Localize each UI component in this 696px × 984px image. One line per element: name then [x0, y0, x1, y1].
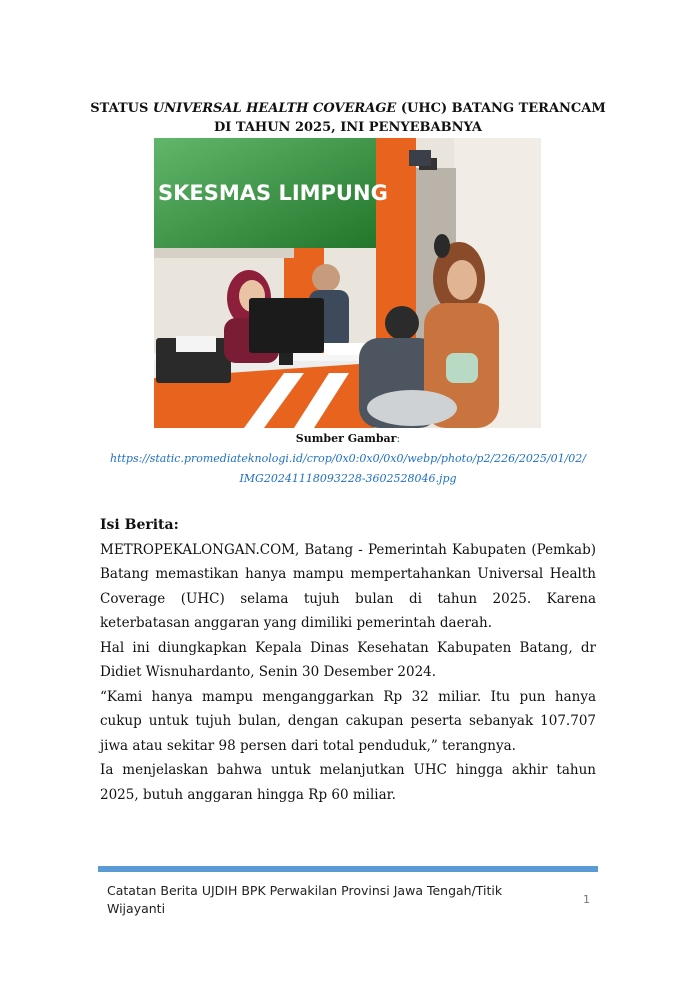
article-body — [100, 513, 596, 807]
caption-url-line-2[interactable]: IMG20241118093228-3602528046.jpg — [239, 472, 457, 485]
footer-divider — [98, 866, 598, 872]
caption-url-line-1[interactable]: https://static.promediateknologi.id/crop/0x0:0x0/0x0/webp/photo/p2/226/2025/01/02/ — [110, 452, 586, 465]
page-number: 1 — [583, 893, 590, 906]
body-heading: Isi Berita: — [100, 517, 179, 533]
image-caption — [100, 429, 596, 489]
paragraph-1: METROPEKALONGAN.COM, Batang - Pemerintah Kabupaten (Pemkab) Batang memastikan hanya mampu mempertahankan Universal Health Coverage (UHC) selama tujuh bulan di tahun 2025. Karena keterbatasan anggaran yang dimiliki pemerintah daerah. — [100, 541, 596, 631]
title-part-1: STATUS — [90, 101, 153, 116]
article-title — [90, 99, 606, 137]
title-italic: UNIVERSAL HEALTH COVERAGE — [152, 101, 397, 116]
title-part-2: (UHC) BATANG TERANCAM DI TAHUN 2025, INI PENYEBABNYA — [214, 101, 606, 135]
paragraph-2: Hal ini diungkapkan Kepala Dinas Kesehatan Kabupaten Batang, dr Didiet Wisnuhardanto, Senin 30 Desember 2024. — [100, 639, 596, 680]
footer-text: Catatan Berita UJDIH BPK Perwakilan Provinsi Jawa Tengah/Titik Wijayanti — [107, 883, 503, 916]
paragraph-4: Ia menjelaskan bahwa untuk melanjutkan UHC hingga akhir tahun 2025, butuh anggaran hingga Rp 60 miliar. — [100, 762, 596, 803]
caption-label: Sumber Gambar — [295, 432, 397, 445]
article-photo — [154, 138, 541, 428]
sign-text: SKESMAS LIMPUNG — [158, 181, 388, 205]
paragraph-3: “Kami hanya mampu menganggarkan Rp 32 miliar. Itu pun hanya cukup untuk tujuh bulan, dengan cakupan peserta sebanyak 107.707 jiwa atau sekitar 98 persen dari total penduduk,” terangnya. — [100, 688, 596, 754]
caption-colon: : — [396, 432, 401, 445]
